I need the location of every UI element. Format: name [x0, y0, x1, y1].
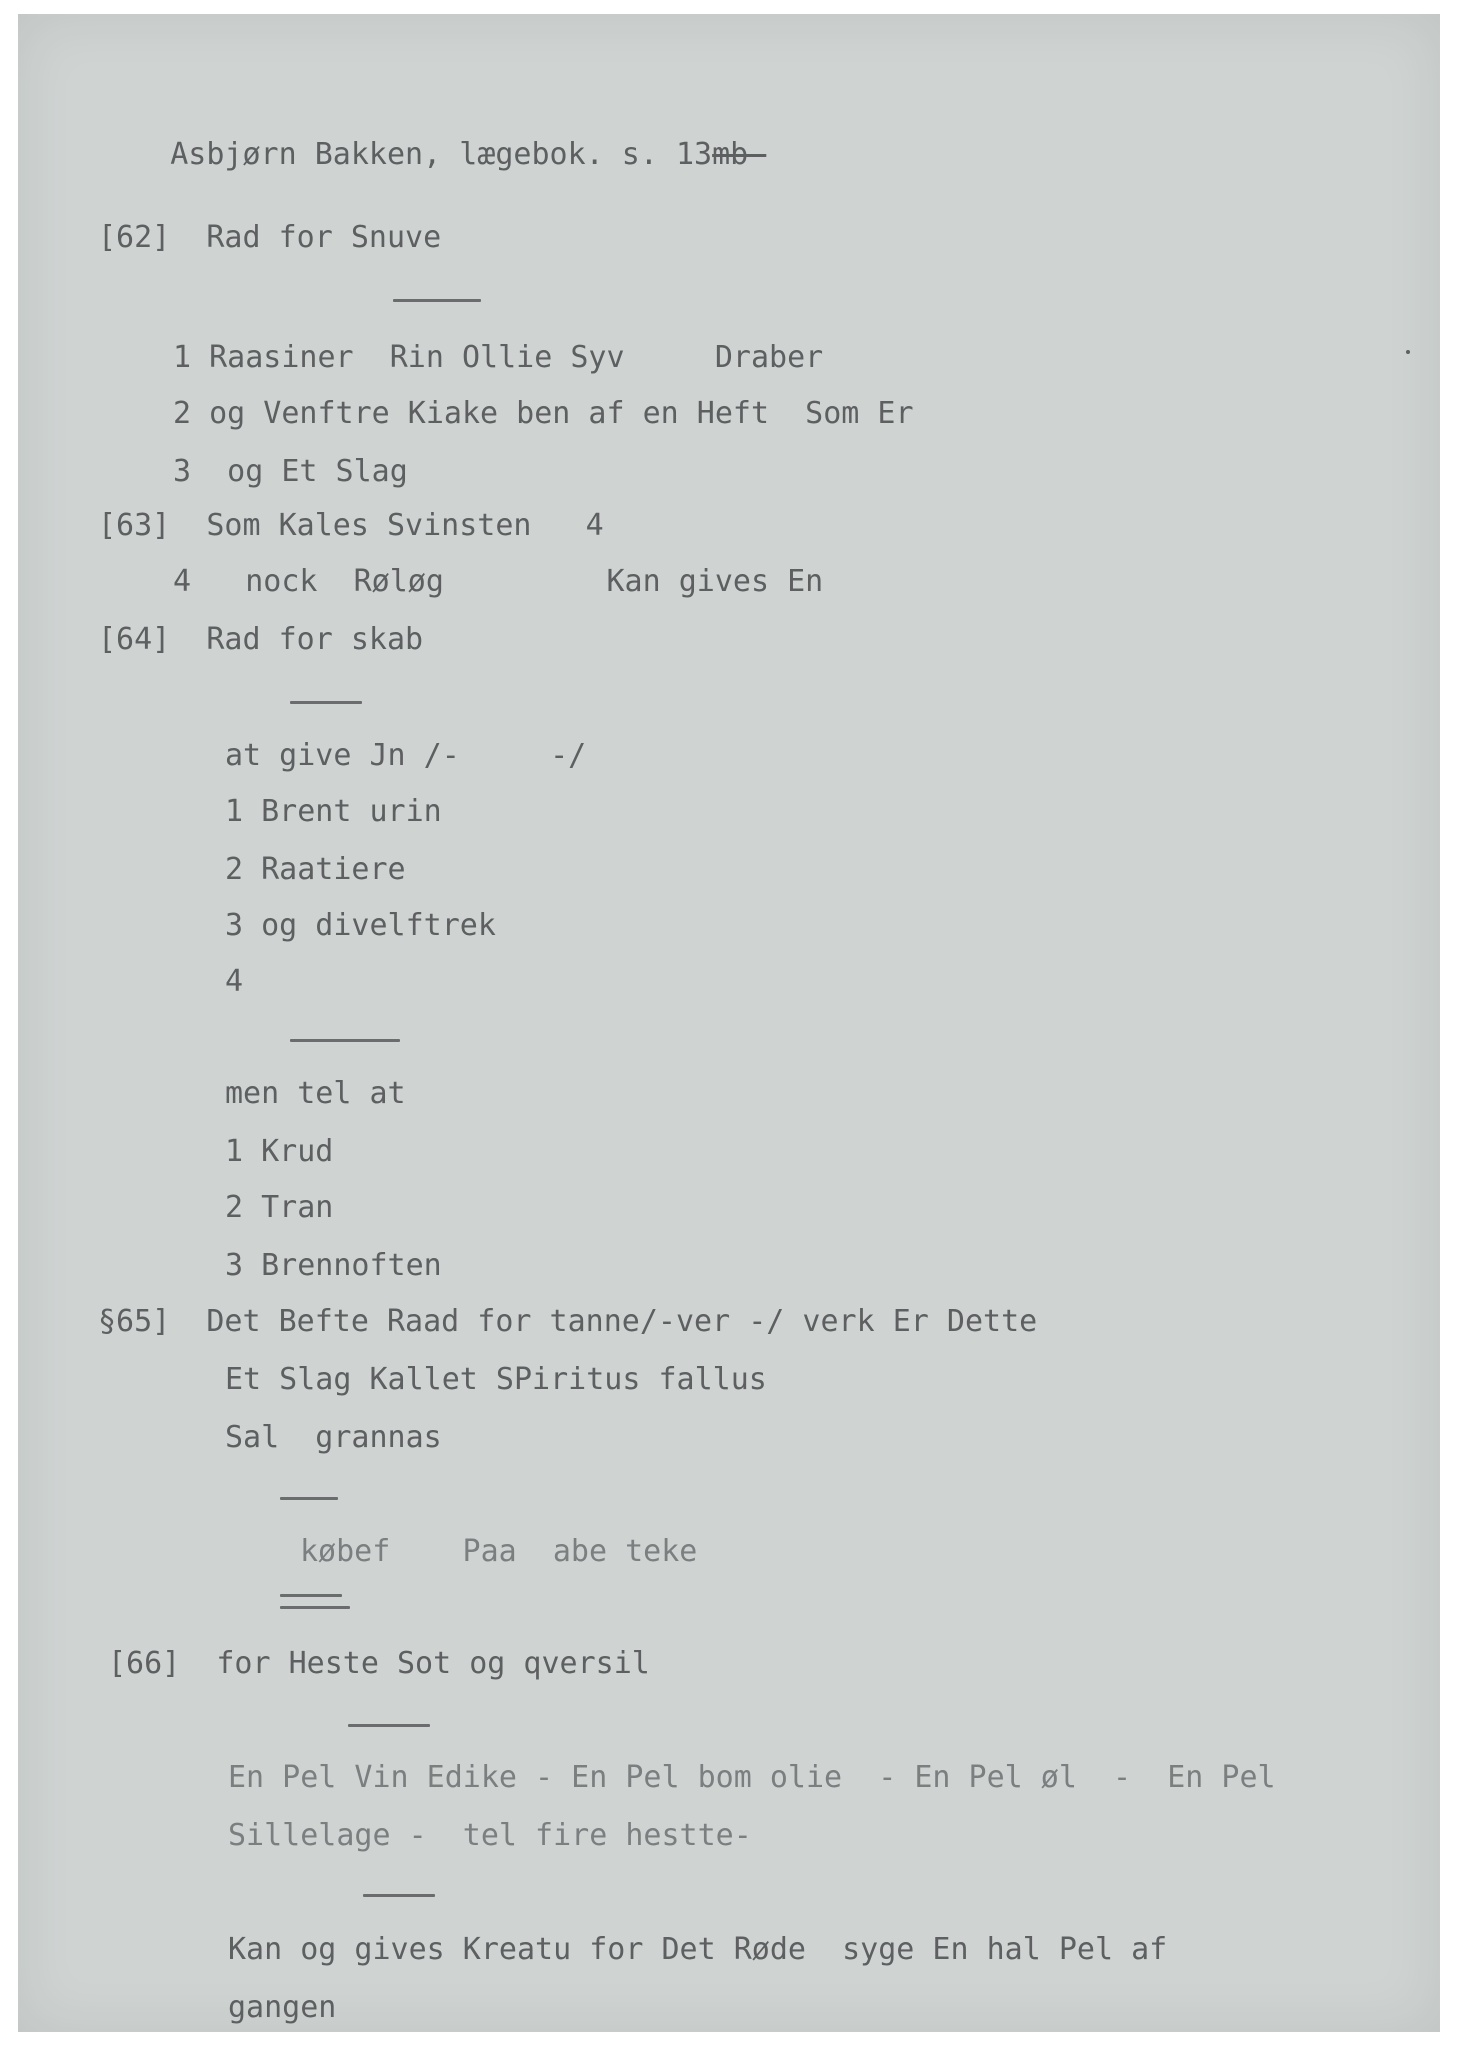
text-line: men tel at	[225, 1076, 406, 1111]
text-line: at give Jn /- -/	[225, 738, 587, 773]
text-line: 2 Tran	[225, 1190, 334, 1225]
separator-dash	[280, 1497, 338, 1500]
paper-speck	[1406, 350, 1410, 354]
text-line: 4	[225, 964, 244, 999]
separator-dash	[363, 1894, 435, 1897]
text-line: [64] Rad for skab	[98, 622, 424, 657]
text-line: 3 Brennoften	[225, 1248, 442, 1283]
text-line: [63] Som Kales Svinsten 4	[98, 508, 604, 543]
text-line: Sillelage - tel fire hestte-	[228, 1818, 752, 1853]
text-line: 3 og divelftrek	[225, 908, 496, 943]
text-line: En Pel Vin Edike - En Pel bom olie - En Pel øl - En Pel	[228, 1760, 1276, 1795]
text-line: Kan og gives Kreatu for Det Røde syge En hal Pel af	[228, 1932, 1168, 1967]
text-line: gangen	[228, 1990, 337, 2025]
text-line: 1 Krud	[225, 1134, 334, 1169]
text-line: [66] for Heste Sot og qversil	[108, 1646, 650, 1681]
text-line: 2 og Venftre Kiake ben af en Heft Som Er	[173, 396, 914, 431]
text-line: 4 nock Røløg Kan gives En	[173, 564, 824, 599]
text-line: 2 Raatiere	[225, 852, 406, 887]
separator-dash	[290, 701, 362, 704]
text-line: Et Slag Kallet SPiritus fallus	[225, 1362, 767, 1397]
document-header	[98, 102, 766, 207]
document-page	[18, 14, 1440, 2032]
text-line: 1 Brent urin	[225, 794, 442, 829]
separator-dash	[393, 299, 481, 302]
text-line: købef Paa abe teke	[300, 1534, 698, 1569]
text-line: [62] Rad for Snuve	[98, 220, 442, 255]
header-overstrike: mb-	[712, 137, 767, 172]
separator-dash	[348, 1724, 430, 1727]
text-line: Sal grannas	[225, 1420, 442, 1455]
separator-dash	[280, 1606, 350, 1609]
text-line: §65] Det Befte Raad for tanne/-ver -/ verk Er Dette	[98, 1304, 1038, 1339]
text-line: 1 Raasiner Rin Ollie Syv Draber	[173, 340, 824, 375]
separator-dash	[290, 1039, 400, 1042]
separator-dash	[280, 1594, 342, 1597]
header-text: Asbjørn Bakken, lægebok. s. 13	[170, 137, 713, 172]
text-line: 3 og Et Slag	[173, 454, 408, 489]
